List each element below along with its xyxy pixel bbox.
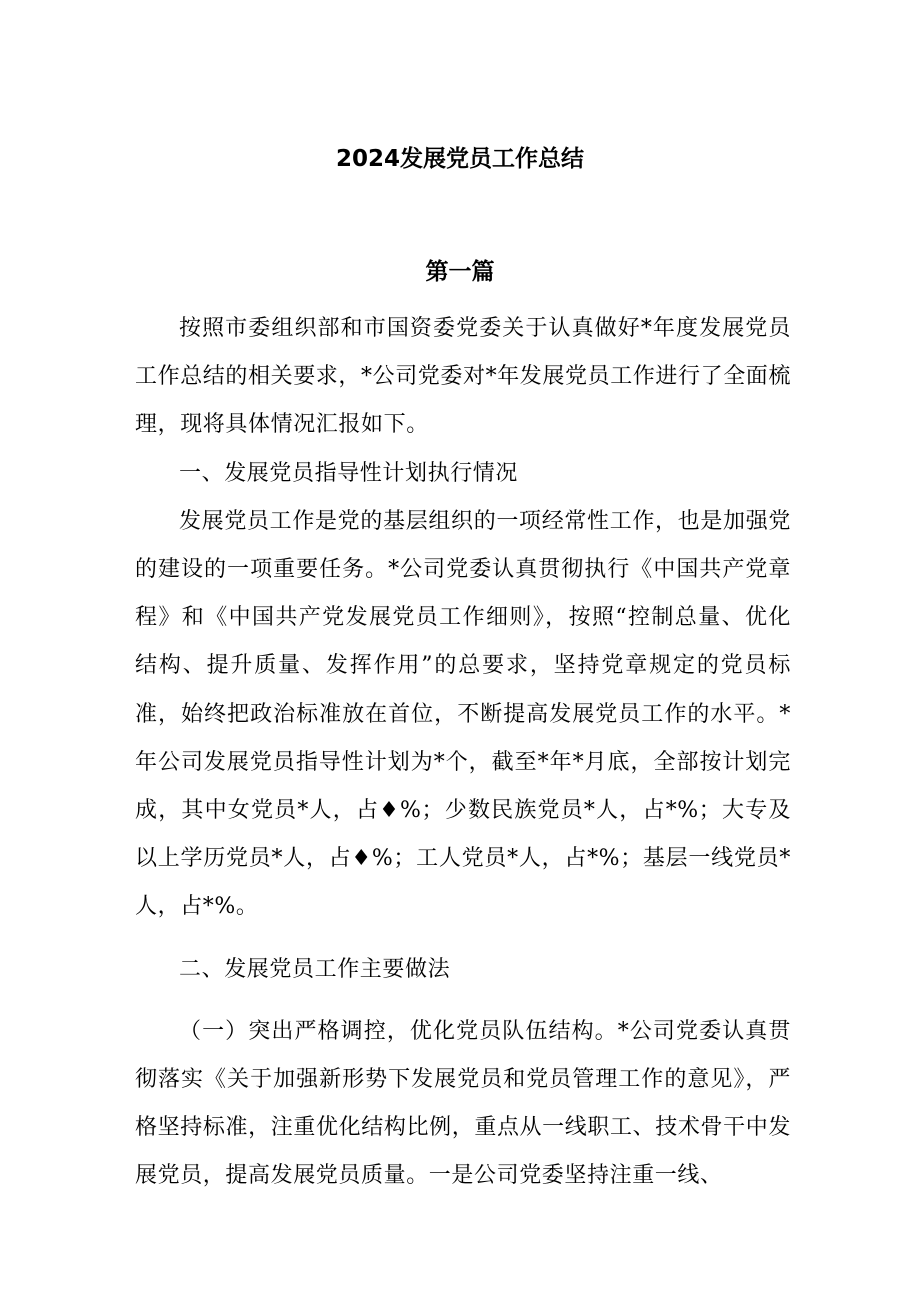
paragraph-section-1: 发展党员工作是党的基层组织的一项经常性工作，也是加强党的建设的一项重要任务。*公司党委认真贯彻执行《中国共产党章程》和《中国共产党发展党员工作细则》，按照“控制总量、优化结构、提升质量、发挥作用”的总要求，坚持党章规定的党员标准，始终把政治标准放在首位，不断提高发展党员工作的水平。*年公司发展党员指导性计划为*个，截至*年*月底，全部按计划完成，其中女党员*人，占♦%；少数民族党员*人，占*%；大专及以上学历党员*人，占♦%；工人党员*人，占*%；基层一线党员*人，占*%。: [135, 508, 791, 920]
document-body: [135, 305, 791, 1201]
paragraph-section-2-1: （一）突出严格调控，优化党员队伍结构。*公司党委认真贯彻落实《关于加强新形势下发展党员和党员管理工作的意见》，严格坚持标准，注重优化结构比例，重点从一线职工、技术骨干中发展党员，提高发展党员质量。一是公司党委坚持注重一线、: [135, 1018, 791, 1189]
section-title: 第一篇: [425, 259, 495, 285]
document-title: 2024发展党员工作总结: [335, 146, 584, 172]
heading-section-1: 一、发展党员指导性计划执行情况: [179, 460, 519, 486]
paragraph-intro: 按照市委组织部和市国资委党委关于认真做好*年度发展党员工作总结的相关要求，*公司党委对*年发展党员工作进行了全面梳理，现将具体情况汇报如下。: [135, 316, 792, 438]
heading-section-2: 二、发展党员工作主要做法: [179, 956, 451, 982]
